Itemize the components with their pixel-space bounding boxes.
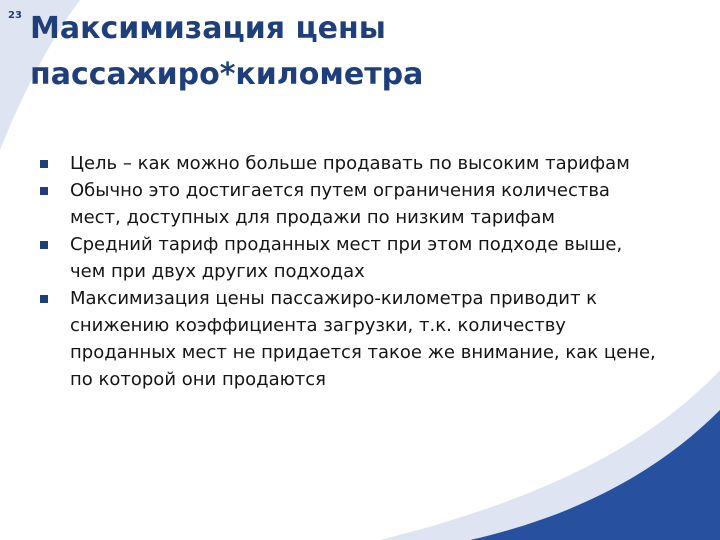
square-bullet-icon	[40, 295, 48, 303]
square-bullet-icon	[40, 160, 48, 168]
square-bullet-icon	[40, 187, 48, 195]
slide-number: 23	[8, 10, 22, 21]
bullet-item	[40, 150, 660, 177]
bullet-item	[40, 231, 660, 285]
bullet-text: Обычно это достигается путем ограничения количества мест, доступных для продажи по низким тарифам	[70, 180, 610, 228]
bullet-text: Средний тариф проданных мест при этом подходе выше, чем при двух других подходах	[70, 234, 623, 282]
title-line-1: Максимизация цены	[30, 11, 386, 46]
bullet-item	[40, 177, 660, 231]
bullet-text: Максимизация цены пассажиро-километра приводит к снижению коэффициента загрузки, т.к. количеству проданных мест не придается такое же внимание, как цене, по которой они продаются	[70, 288, 656, 390]
bullet-list	[40, 150, 660, 393]
slide-title	[30, 6, 590, 98]
square-bullet-icon	[40, 241, 48, 249]
bullet-text: Цель – как можно больше продавать по высоким тарифам	[70, 153, 630, 174]
title-line-2: пассажиро*километра	[30, 57, 424, 92]
bullet-item	[40, 285, 660, 393]
